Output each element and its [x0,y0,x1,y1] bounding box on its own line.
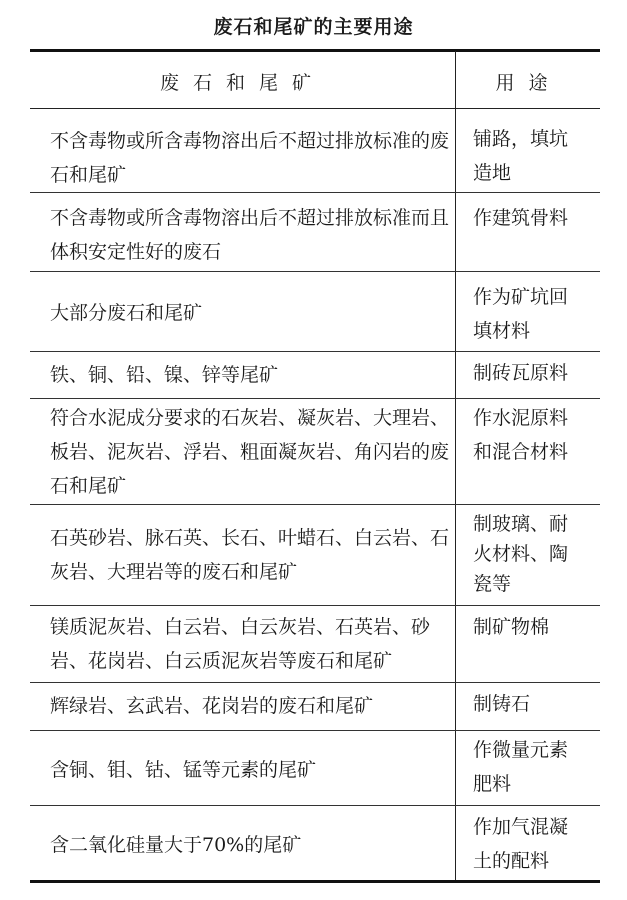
table-row [30,505,600,606]
material-cell: 辉绿岩、玄武岩、花岗岩的废石和尾矿 [50,695,374,717]
use-cell: 制铸石 [473,693,531,715]
material-cell: 不含毒物或所含毒物溶出后不超过排放标准而且体积安定性好的废石 [50,207,450,263]
material-cell: 镁质泥灰岩、白云岩、白云灰岩、石英岩、砂岩、花岗岩、白云质泥灰岩等废石和尾矿 [50,616,431,672]
use-cell: 制矿物棉 [473,616,550,638]
table-row [30,272,600,352]
table-row [30,731,600,806]
header-rule [30,108,600,109]
table-row [30,606,600,683]
material-cell: 含铜、钼、钴、锰等元素的尾矿 [50,759,317,781]
material-cell: 符合水泥成分要求的石灰岩、凝灰岩、大理岩、板岩、泥灰岩、浮岩、粗面凝灰岩、角闪岩的废石和尾矿 [50,407,450,497]
table-top-rule [30,49,600,52]
table-row [30,399,600,505]
table-row [30,110,600,193]
material-cell: 铁、铜、铅、镍、锌等尾矿 [50,364,279,386]
use-cell: 作加气混凝土的配料 [473,816,569,872]
material-cell: 大部分废石和尾矿 [50,302,203,324]
material-cell: 不含毒物或所含毒物溶出后不超过排放标准的废石和尾矿 [50,130,450,186]
table-row [30,683,600,731]
use-cell: 铺路，填坑造地 [473,128,569,184]
material-cell: 石英砂岩、脉石英、长石、叶蜡石、白云岩、石灰岩、大理岩等的废石和尾矿 [50,527,450,583]
use-cell: 作建筑骨料 [473,207,569,229]
use-cell: 制玻璃、耐火材料、陶瓷等 [473,513,569,595]
use-cell: 制砖瓦原料 [473,362,569,384]
use-cell: 作为矿坑回填材料 [473,286,569,342]
table-row [30,352,600,399]
material-cell: 含二氧化硅量大于70%的尾矿 [50,834,302,856]
table-row [30,806,600,880]
table-row [30,193,600,272]
use-cell: 作微量元素肥料 [473,739,569,795]
use-cell: 作水泥原料和混合材料 [473,407,569,463]
header-left: 废石和尾矿 [159,72,325,94]
header-right: 用途 [495,72,562,94]
table-title: 废石和尾矿的主要用途 [213,16,414,38]
table-bottom-rule [30,880,600,883]
